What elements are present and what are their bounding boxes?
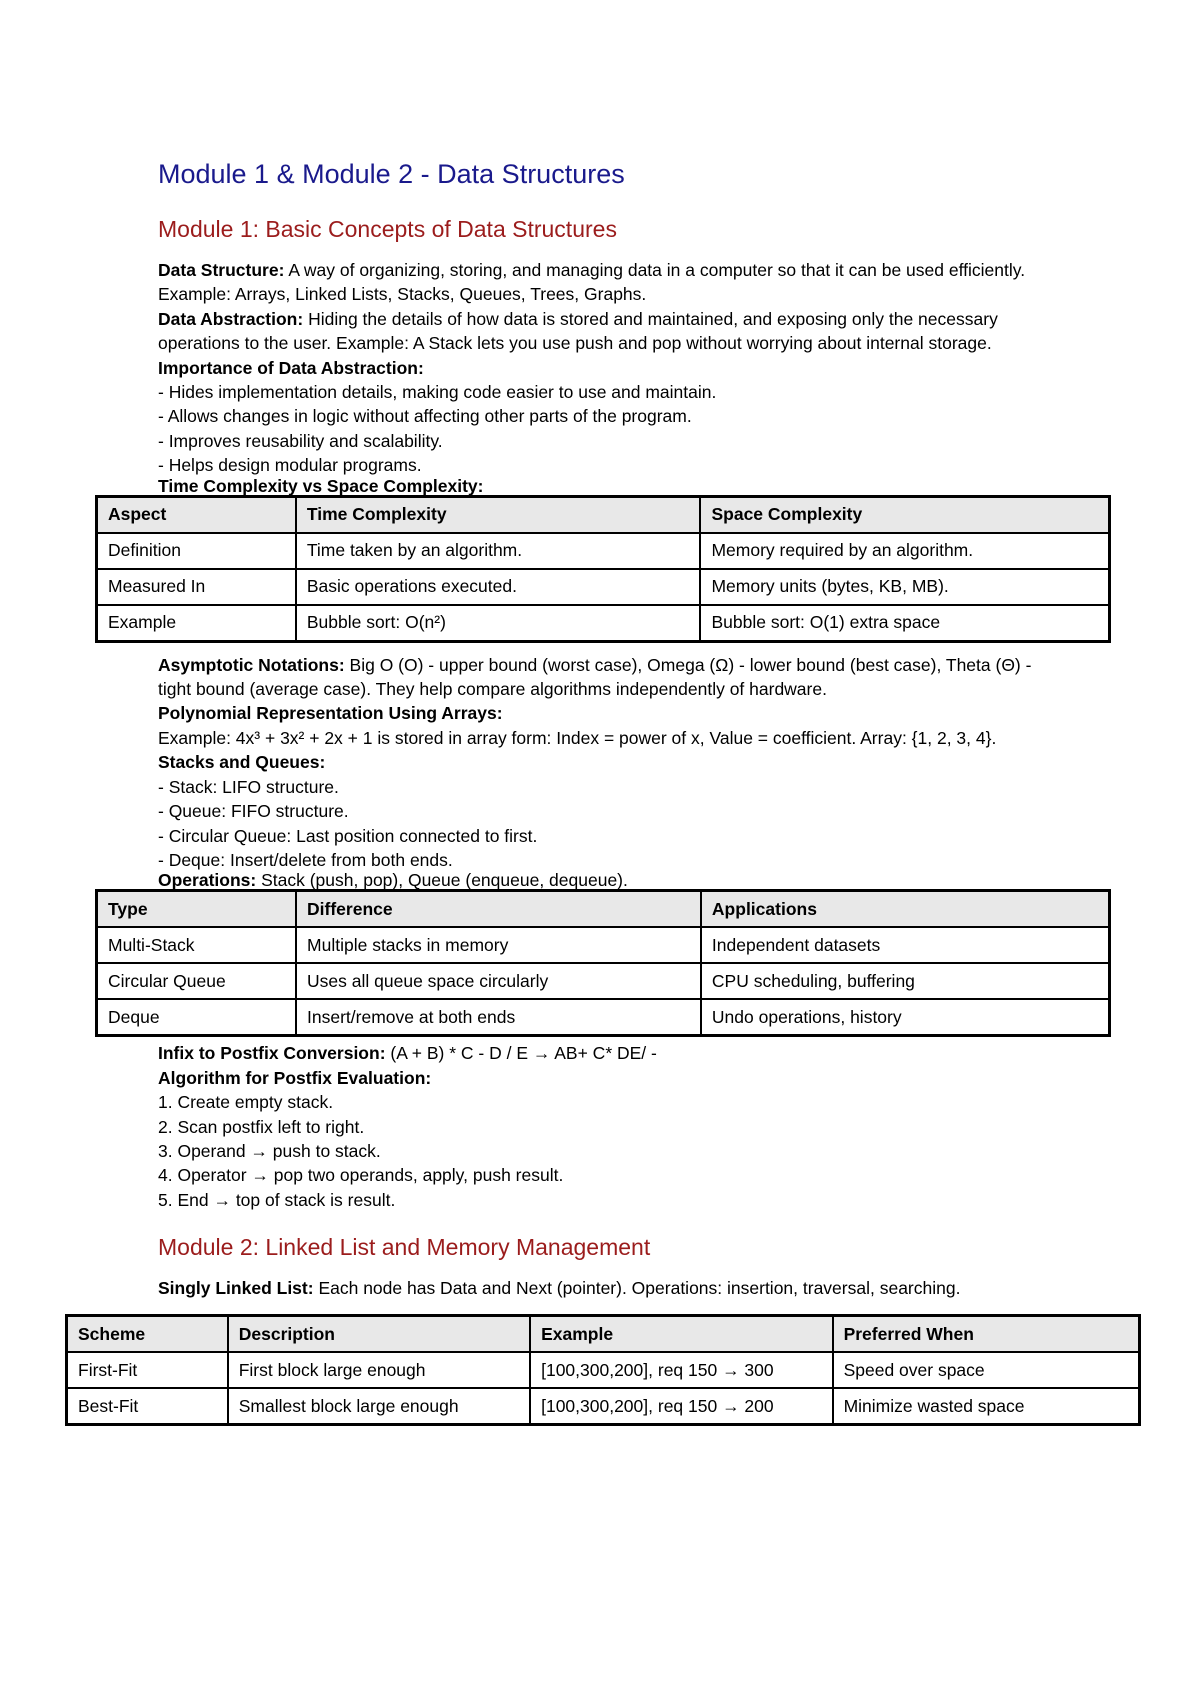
- infix-postfix-line: [158, 1041, 1058, 1065]
- table-cell: Time taken by an algorithm.: [296, 533, 701, 569]
- table-header-cell: Example: [530, 1316, 832, 1353]
- asymptotic-text: Big O (O) - upper bound (worst case), Omega (Ω) - lower bound (best case), Theta (Θ) - tight bound (average case). They help compare algorithms independently of hardware.: [158, 654, 1032, 700]
- table-cell: Example: [97, 605, 296, 642]
- table-cell: Undo operations, history: [701, 999, 1110, 1036]
- table-header-row: [97, 891, 1110, 928]
- complexity-table: [95, 495, 1111, 643]
- table-cell: Memory units (bytes, KB, MB).: [700, 569, 1109, 605]
- table-cell: Basic operations executed.: [296, 569, 701, 605]
- infix-text: (A + B) * C - D / E → AB+ C* DE/ -: [385, 1043, 657, 1064]
- table-header-cell: Time Complexity: [296, 496, 701, 533]
- algorithm-step: 4. Operator → pop two operands, apply, push result.: [158, 1165, 564, 1186]
- importance-item: - Hides implementation details, making code easier to use and maintain.: [158, 382, 717, 403]
- table-cell: Bubble sort: O(1) extra space: [700, 605, 1109, 642]
- table-row: [97, 569, 1110, 605]
- stacks-queues-heading: Stacks and Queues:: [158, 752, 326, 773]
- table-cell: Memory required by an algorithm.: [700, 533, 1109, 569]
- algorithm-step: 3. Operand → push to stack.: [158, 1140, 381, 1161]
- table-row: [97, 927, 1110, 963]
- singly-linked-list-text: Each node has Data and Next (pointer). Operations: insertion, traversal, searching.: [313, 1278, 961, 1299]
- table-row: [67, 1388, 1140, 1425]
- polynomial-heading: Polynomial Representation Using Arrays:: [158, 703, 503, 724]
- stacks-queues-item: - Circular Queue: Last position connected to first.: [158, 825, 538, 846]
- table-row: [97, 999, 1110, 1036]
- stacks-queues-item: - Deque: Insert/delete from both ends.: [158, 849, 453, 870]
- table-header-row: [97, 496, 1110, 533]
- asymptotic-label: Asymptotic Notations:: [158, 654, 345, 675]
- table-cell: First-Fit: [67, 1352, 228, 1388]
- table-cell: Uses all queue space circularly: [296, 963, 701, 999]
- table-cell: Speed over space: [833, 1352, 1140, 1388]
- table-cell: Definition: [97, 533, 296, 569]
- table-cell: Minimize wasted space: [833, 1388, 1140, 1425]
- table-cell: Independent datasets: [701, 927, 1110, 963]
- operations-text: Stack (push, pop), Queue (enqueue, dequeue).: [256, 870, 628, 891]
- table-cell: CPU scheduling, buffering: [701, 963, 1110, 999]
- table-cell: Circular Queue: [97, 963, 297, 999]
- table-header-row: [67, 1316, 1140, 1353]
- asymptotic-notations: [158, 653, 1058, 702]
- table-cell: First block large enough: [228, 1352, 530, 1388]
- data-structure-text: A way of organizing, storing, and managing data in a computer so that it can be used efficiently. Example: Arrays, Linked Lists, Stacks, Queues, Trees, Graphs.: [158, 260, 1026, 305]
- importance-item: - Helps design modular programs.: [158, 455, 422, 476]
- document-content: [78, 156, 1058, 1426]
- stacks-queues-item: - Queue: FIFO structure.: [158, 801, 349, 822]
- table-cell: Measured In: [97, 569, 296, 605]
- table-cell: Bubble sort: O(n²): [296, 605, 701, 642]
- data-abstraction-text: Hiding the details of how data is stored and maintained, and exposing only the necessary operations to the user. Example: A Stack lets you use push and pop without worrying about internal storage.: [158, 308, 998, 354]
- algorithm-step: 1. Create empty stack.: [158, 1092, 334, 1113]
- module1-heading: Module 1: Basic Concepts of Data Structures: [158, 216, 617, 242]
- complexity-heading: Time Complexity vs Space Complexity:: [158, 475, 484, 496]
- table-header-cell: Scheme: [67, 1316, 228, 1353]
- table-cell: Deque: [97, 999, 297, 1036]
- module2-heading: Module 2: Linked List and Memory Management: [158, 1234, 651, 1261]
- types-table: [95, 889, 1111, 1037]
- table-cell: [100,300,200], req 150 → 300: [530, 1352, 832, 1388]
- operations-label: Operations:: [158, 870, 257, 891]
- table-header-cell: Preferred When: [833, 1316, 1140, 1353]
- table-cell: [100,300,200], req 150 → 200: [530, 1388, 832, 1425]
- table-cell: Best-Fit: [67, 1388, 228, 1425]
- singly-linked-list-label: Singly Linked List:: [158, 1278, 314, 1299]
- data-structure-definition: [158, 258, 1058, 307]
- table-header-cell: Applications: [701, 891, 1110, 928]
- infix-label: Infix to Postfix Conversion:: [158, 1043, 386, 1064]
- table-cell: Insert/remove at both ends: [296, 999, 701, 1036]
- stacks-queues-item: - Stack: LIFO structure.: [158, 776, 339, 797]
- table-row: [67, 1352, 1140, 1388]
- table-header-cell: Description: [228, 1316, 530, 1353]
- table-header-cell: Difference: [296, 891, 701, 928]
- table-cell: Smallest block large enough: [228, 1388, 530, 1425]
- data-abstraction-label: Data Abstraction:: [158, 308, 304, 329]
- operations-line: [158, 872, 1058, 889]
- table-cell: Multi-Stack: [97, 927, 297, 963]
- table-cell: Multiple stacks in memory: [296, 927, 701, 963]
- polynomial-text: Example: 4x³ + 3x² + 2x + 1 is stored in array form: Index = power of x, Value = coefficient. Array: {1, 2, 3, 4}.: [158, 727, 997, 748]
- importance-item: - Allows changes in logic without affecting other parts of the program.: [158, 406, 692, 427]
- table-header-cell: Type: [97, 891, 297, 928]
- data-abstraction-definition: [158, 307, 1058, 356]
- singly-linked-list-definition: [158, 1276, 1058, 1312]
- document-title: Module 1 & Module 2 - Data Structures: [158, 159, 625, 189]
- data-structure-label: Data Structure:: [158, 260, 285, 280]
- table-row: [97, 963, 1110, 999]
- table-header-cell: Aspect: [97, 496, 296, 533]
- algorithm-step: 2. Scan postfix left to right.: [158, 1116, 365, 1137]
- table-row: [97, 605, 1110, 642]
- fit-schemes-table: [65, 1314, 1141, 1426]
- importance-item: - Improves reusability and scalability.: [158, 430, 443, 451]
- algorithm-heading: Algorithm for Postfix Evaluation:: [158, 1067, 432, 1088]
- importance-heading: Importance of Data Abstraction:: [158, 357, 424, 378]
- algorithm-step: 5. End → top of stack is result.: [158, 1189, 396, 1210]
- table-row: [97, 533, 1110, 569]
- table-header-cell: Space Complexity: [700, 496, 1109, 533]
